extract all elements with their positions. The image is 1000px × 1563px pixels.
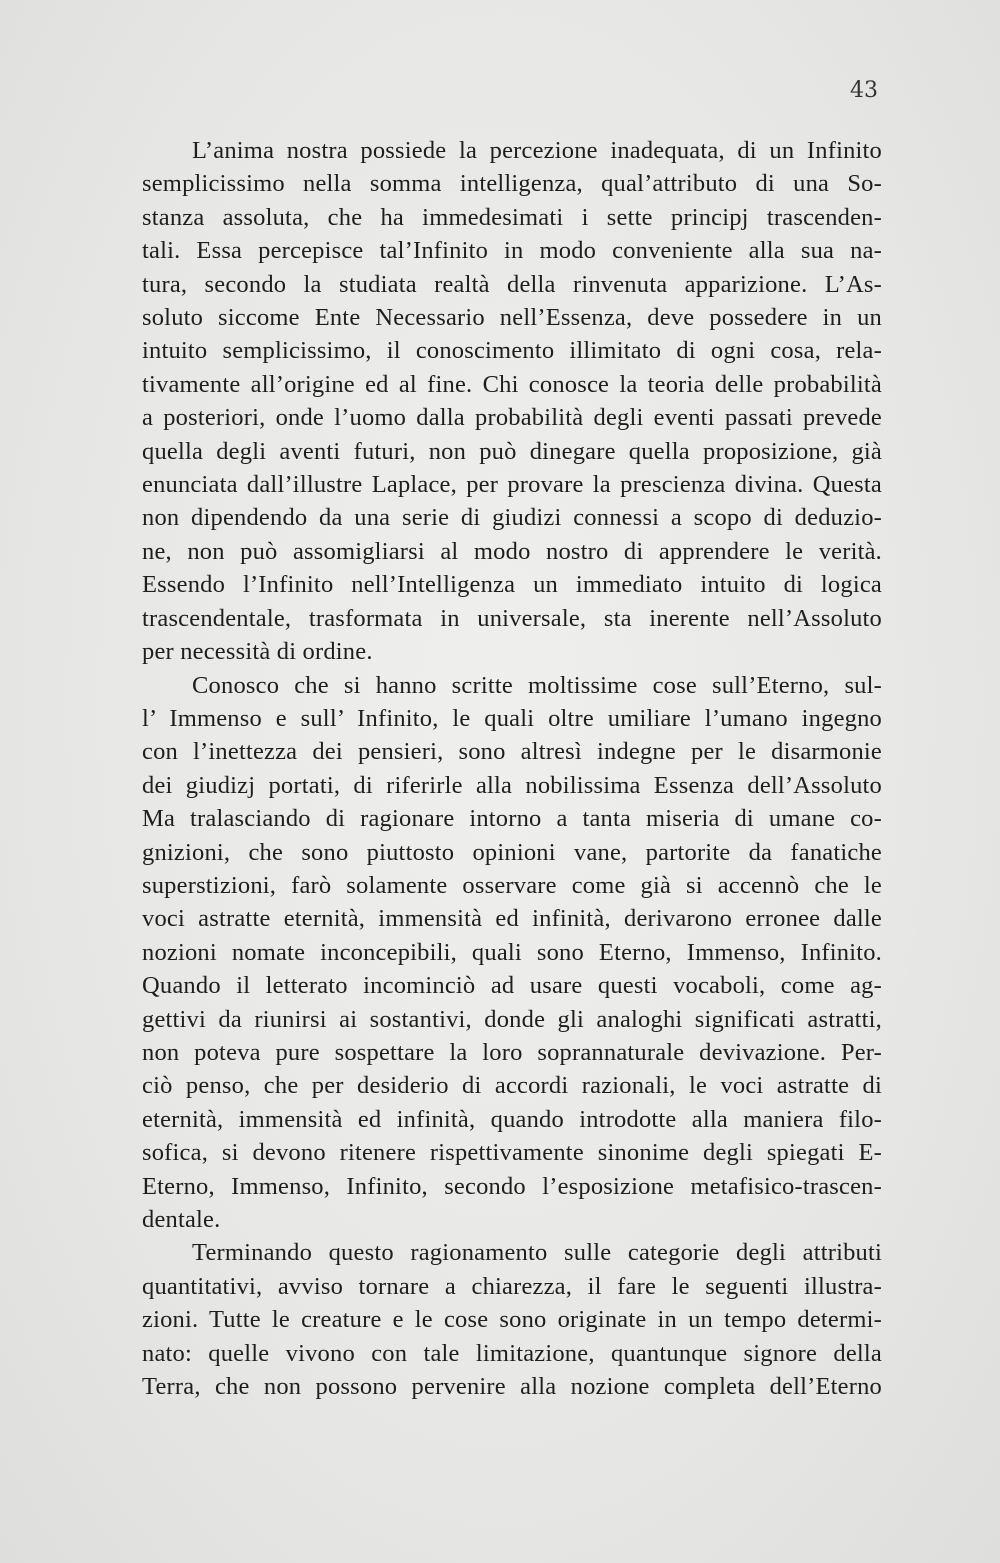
text-line: superstizioni, farò solamente osservare come già si accennò che le <box>142 871 882 899</box>
text-line: intuito semplicissimo, il conoscimento illimitato di ogni cosa, rela- <box>142 337 882 365</box>
text-line: con l’inettezza dei pensieri, sono altresì indegne per le disarmonie <box>142 738 882 766</box>
page-number: 43 <box>850 78 878 103</box>
text-line: non dipendendo da una serie di giudizi connessi a scopo di deduzio- <box>142 504 882 532</box>
text-line: nozioni nomate inconcepibili, quali sono Eterno, Immenso, Infinito. <box>142 938 882 966</box>
text-line: dentale. <box>142 1206 221 1233</box>
text-line: nato: quelle vivono con tale limitazione, quantunque signore della <box>142 1339 882 1367</box>
text-line: tivamente all’origine ed al fine. Chi conosce la teoria delle probabilità <box>142 370 882 398</box>
text-line: stanza assoluta, che ha immedesimati i sette principj trascenden- <box>142 203 882 231</box>
text-line: dei giudizj portati, di riferirle alla nobilissima Essenza dell’Assoluto <box>142 771 882 799</box>
text-line: L’anima nostra possiede la percezione inadequata, di un Infinito <box>192 137 882 164</box>
body-text <box>142 134 882 1403</box>
text-line: quantitativi, avviso tornare a chiarezza, il fare le seguenti illustra- <box>142 1272 882 1300</box>
text-line: tura, secondo la studiata realtà della rinvenuta apparizione. L’As- <box>142 270 882 298</box>
text-line: per necessità di ordine. <box>142 638 373 666</box>
text-line: l’ Immenso e sull’ Infinito, le quali oltre umiliare l’umano ingegno <box>142 704 882 732</box>
text-line: Ma tralasciando di ragionare intorno a tanta miseria di umane co- <box>142 805 882 833</box>
text-line: Terra, che non possono pervenire alla nozione completa dell’Eterno <box>142 1373 882 1401</box>
text-line: zioni. Tutte le creature e le cose sono originate in un tempo determi- <box>142 1306 882 1334</box>
text-line: ciò penso, che per desiderio di accordi razionali, le voci astratte di <box>142 1072 882 1100</box>
text-line: Essendo l’Infinito nell’Intelligenza un immediato intuito di logica <box>142 571 882 599</box>
text-line: sofica, si devono ritenere rispettivamente sinonime degli spiegati E- <box>142 1139 882 1167</box>
paragraph-3 <box>142 1236 882 1403</box>
text-line: eternità, immensità ed infinità, quando introdotte alla maniera filo- <box>142 1105 882 1133</box>
text-line: voci astratte eternità, immensità ed infinità, derivarono erronee dalle <box>142 905 882 933</box>
text-line: soluto siccome Ente Necessario nell’Essenza, deve possedere in un <box>142 304 882 332</box>
text-line: gnizioni, che sono piuttosto opinioni vane, partorite da fanatiche <box>142 838 882 866</box>
text-line: Terminando questo ragionamento sulle categorie degli attributi <box>192 1239 882 1267</box>
text-line: enunciata dall’illustre Laplace, per provare la prescienza divina. Questa <box>142 471 882 499</box>
text-line: Quando il letterato incominciò ad usare questi vocaboli, come ag- <box>142 972 882 1000</box>
text-line: ne, non può assomigliarsi al modo nostro di apprendere le verità. <box>142 537 882 565</box>
text-line: tali. Essa percepisce tal’Infinito in modo conveniente alla sua na- <box>142 237 882 265</box>
text-line: Eterno, Immenso, Infinito, secondo l’esposizione metafisico-trascen- <box>142 1172 882 1200</box>
text-line: gettivi da riunirsi ai sostantivi, donde gli analoghi significati astratti, <box>142 1005 882 1033</box>
text-line: a posteriori, onde l’uomo dalla probabilità degli eventi passati prevede <box>142 404 882 432</box>
text-line: Conosco che si hanno scritte moltissime cose sull’Eterno, sul- <box>192 671 882 699</box>
paragraph-2 <box>142 669 882 1237</box>
text-line: non poteva pure sospettare la loro soprannaturale devivazione. Per- <box>142 1038 882 1066</box>
text-line: trascendentale, trasformata in universale, sta inerente nell’Assoluto <box>142 604 882 632</box>
text-line: quella degli aventi futuri, non può dinegare quella proposizione, già <box>142 437 882 465</box>
text-line: semplicissimo nella somma intelligenza, qual’attributo di una So- <box>142 170 882 198</box>
paragraph-1 <box>142 134 882 669</box>
